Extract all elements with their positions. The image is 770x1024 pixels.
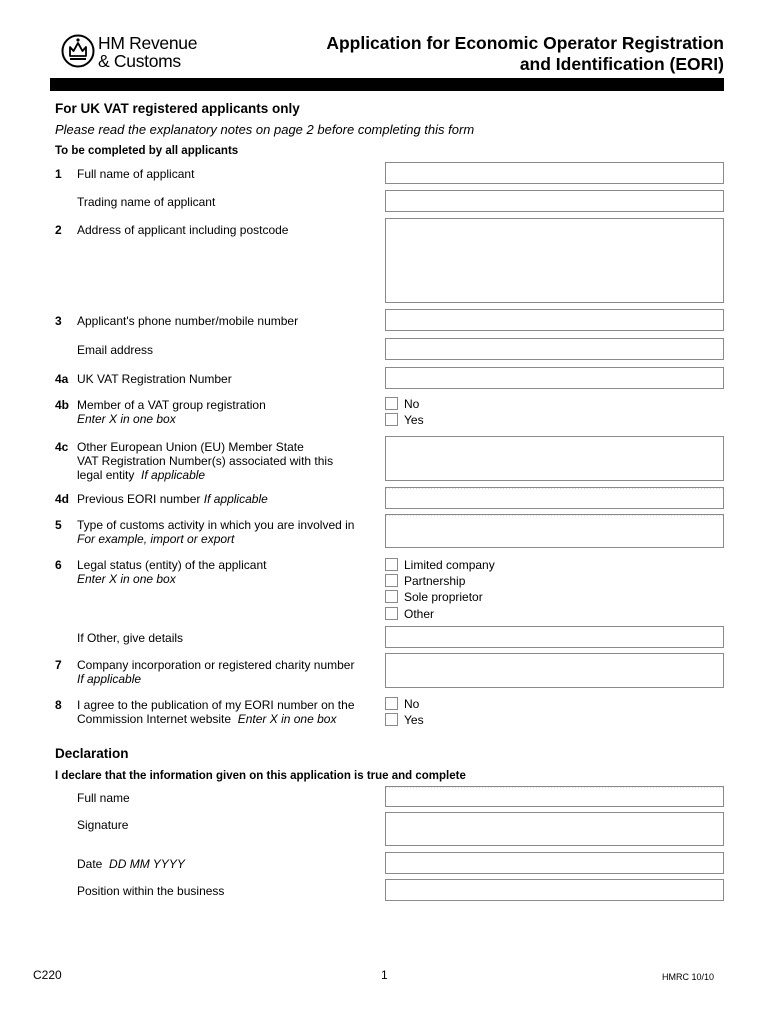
- crown-crest-icon: [61, 33, 95, 69]
- q7-number: 7: [55, 658, 62, 672]
- other-checkbox[interactable]: [385, 607, 398, 620]
- q2-number: 2: [55, 223, 62, 237]
- email-label: Email address: [77, 343, 154, 357]
- sole-proprietor-checkbox[interactable]: [385, 590, 398, 603]
- q4c-hint: If applicable: [141, 468, 206, 482]
- logo-line-1: HM Revenue: [98, 33, 198, 53]
- form-version: HMRC 10/10: [661, 972, 714, 982]
- address-field[interactable]: [385, 218, 724, 303]
- title-divider-bar: [50, 78, 724, 91]
- q4a-label: UK VAT Registration Number: [77, 372, 232, 386]
- q8-label-line-2: Commission Internet website: [77, 712, 232, 726]
- date-label: [77, 857, 185, 871]
- trading-name-label: Trading name of applicant: [77, 195, 216, 209]
- q4b-number: 4b: [55, 398, 70, 412]
- other-details-field[interactable]: [385, 626, 724, 648]
- position-label: Position within the business: [77, 884, 225, 898]
- vat-number-field[interactable]: [385, 367, 724, 389]
- q4d-label-text: Previous EORI number: [77, 492, 201, 506]
- q4a-number: 4a: [55, 372, 69, 386]
- q4d-hint: If applicable: [203, 492, 268, 506]
- date-field[interactable]: [385, 852, 724, 874]
- q6-label-text: Legal status (entity) of the applicant: [77, 558, 267, 572]
- partnership-label: Partnership: [404, 574, 466, 588]
- date-label-text: Date: [77, 857, 103, 871]
- declaration-heading: Declaration: [55, 746, 129, 761]
- q4b-label-text: Member of a VAT group registration: [77, 398, 266, 412]
- signature-label: Signature: [77, 818, 129, 832]
- read-notes-instruction: Please read the explanatory notes on page 2 before completing this form: [55, 122, 475, 137]
- q7-hint: If applicable: [77, 672, 142, 686]
- q4c-label: [77, 440, 333, 482]
- q8-hint: Enter X in one box: [237, 712, 337, 726]
- decl-full-name-label: Full name: [77, 791, 130, 805]
- signature-field[interactable]: [385, 812, 724, 846]
- q5-number: 5: [55, 518, 62, 532]
- customs-activity-field[interactable]: [385, 514, 724, 548]
- phone-field[interactable]: [385, 309, 724, 331]
- position-field[interactable]: [385, 879, 724, 901]
- limited-company-label: Limited company: [404, 558, 495, 572]
- publish-no-checkbox[interactable]: [385, 697, 398, 710]
- q4c-label-line-1: Other European Union (EU) Member State: [77, 440, 304, 454]
- limited-company-checkbox[interactable]: [385, 558, 398, 571]
- q4b-label: [77, 398, 266, 426]
- vat-group-yes-label: Yes: [404, 413, 424, 427]
- q6-hint: Enter X in one box: [77, 572, 176, 586]
- q4c-label-line-3: legal entity: [77, 468, 135, 482]
- declaration-statement: I declare that the information given on this application is true and complete: [55, 770, 466, 782]
- q3-label: Applicant's phone number/mobile number: [77, 314, 299, 328]
- vat-group-yes-checkbox[interactable]: [385, 413, 398, 426]
- company-number-field[interactable]: [385, 653, 724, 688]
- q3-number: 3: [55, 314, 62, 328]
- q7-label: [77, 658, 354, 686]
- q5-hint: For example, import or export: [77, 532, 235, 546]
- page-title: [326, 33, 724, 75]
- partnership-checkbox[interactable]: [385, 574, 398, 587]
- q5-label: [77, 518, 354, 546]
- vat-only-heading: For UK VAT registered applicants only: [55, 101, 300, 116]
- q1-number: 1: [55, 167, 62, 181]
- q2-label: Address of applicant including postcode: [77, 223, 289, 237]
- q6-label: [77, 558, 266, 586]
- publish-no-label: No: [404, 697, 420, 711]
- q8-number: 8: [55, 698, 62, 712]
- hmrc-logo-text: [98, 34, 197, 70]
- vat-group-no-label: No: [404, 397, 420, 411]
- title-line-2: and Identification (EORI): [519, 54, 724, 74]
- q1-label: Full name of applicant: [77, 167, 195, 181]
- full-name-field[interactable]: [385, 162, 724, 184]
- all-applicants-heading: To be completed by all applicants: [55, 145, 239, 157]
- trading-name-field[interactable]: [385, 190, 724, 212]
- title-line-1: Application for Economic Operator Registration: [326, 33, 724, 53]
- q8-label-line-1: I agree to the publication of my EORI number on the: [77, 698, 355, 712]
- other-details-label: If Other, give details: [77, 631, 184, 645]
- q4c-number: 4c: [55, 440, 69, 454]
- q4d-label: [77, 492, 268, 506]
- publish-yes-checkbox[interactable]: [385, 713, 398, 726]
- sole-proprietor-label: Sole proprietor: [404, 590, 483, 604]
- vat-group-no-checkbox[interactable]: [385, 397, 398, 410]
- previous-eori-field[interactable]: [385, 487, 724, 509]
- publish-yes-label: Yes: [404, 713, 424, 727]
- eu-vat-numbers-field[interactable]: [385, 436, 724, 481]
- q5-label-text: Type of customs activity in which you are involved in: [77, 518, 355, 532]
- date-hint: DD MM YYYY: [109, 857, 185, 871]
- q8-label: [77, 698, 355, 726]
- q4c-label-line-2: VAT Registration Number(s) associated with this: [77, 454, 334, 468]
- q4d-number: 4d: [55, 492, 70, 506]
- q6-number: 6: [55, 558, 62, 572]
- page-number: 1: [381, 968, 388, 982]
- email-field[interactable]: [385, 338, 724, 360]
- decl-full-name-field[interactable]: [385, 786, 724, 807]
- logo-line-2: & Customs: [98, 51, 181, 71]
- form-code: C220: [33, 968, 62, 982]
- other-label: Other: [404, 607, 435, 621]
- q7-label-text: Company incorporation or registered charity number: [77, 658, 355, 672]
- q4b-hint: Enter X in one box: [77, 412, 176, 426]
